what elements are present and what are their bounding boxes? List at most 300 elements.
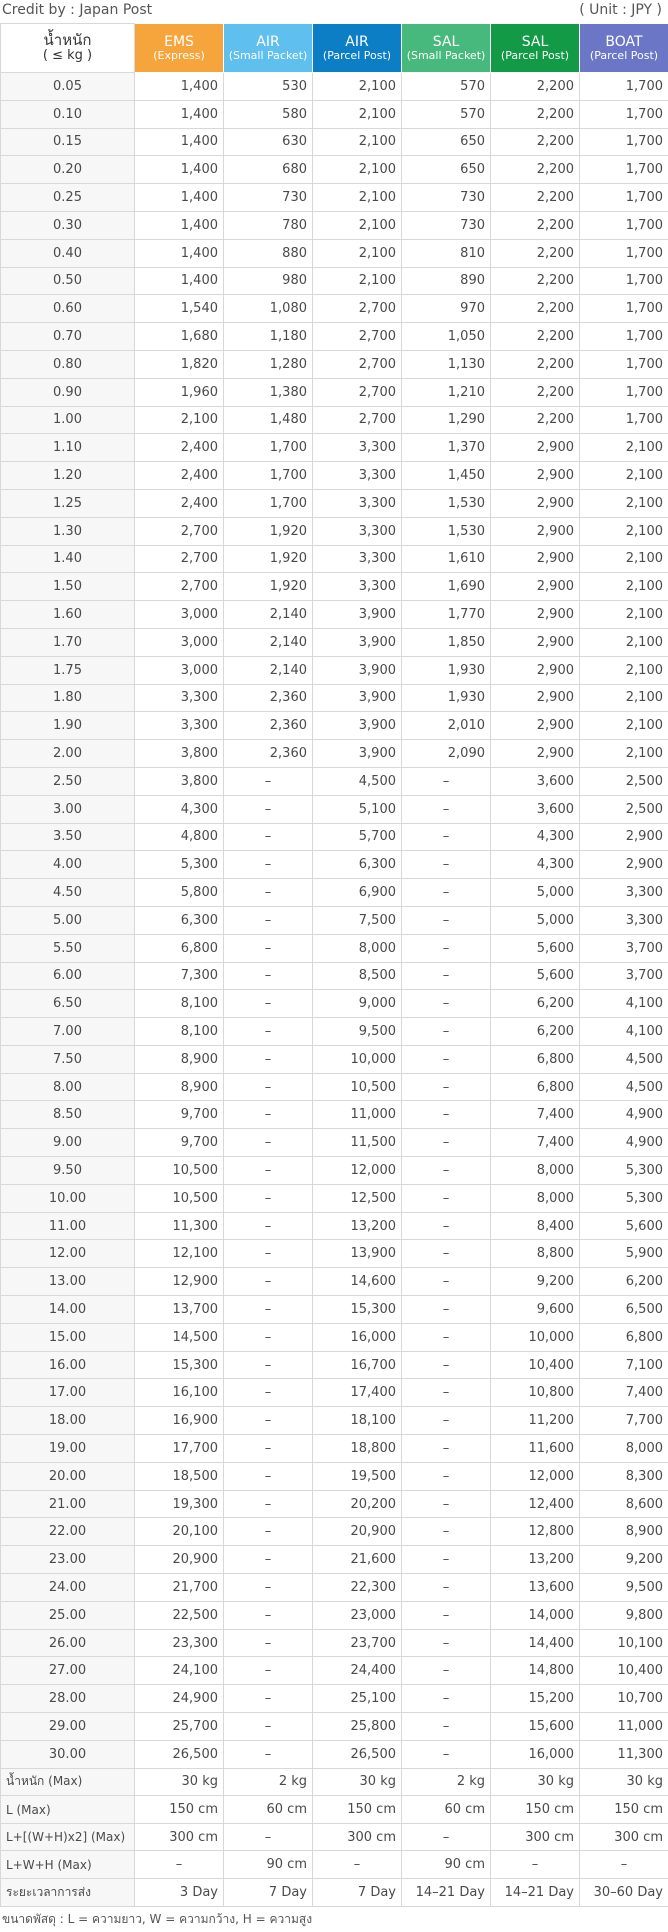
table-row — [1, 128, 668, 156]
rate-cell: 10,500 — [313, 1073, 402, 1101]
table-row — [1, 239, 668, 267]
rate-cell: 2,360 — [224, 684, 313, 712]
rate-cell: 12,500 — [313, 1184, 402, 1212]
table-row — [1, 323, 668, 351]
rate-cell: 1,400 — [135, 267, 224, 295]
rate-cell: 2,200 — [491, 184, 580, 212]
rate-cell: 3,300 — [313, 545, 402, 573]
limit-row — [1, 1878, 668, 1906]
row-label-cell: 14.00 — [1, 1296, 135, 1324]
rate-cell: 1,400 — [135, 239, 224, 267]
rate-cell: 1,540 — [135, 295, 224, 323]
rate-cell: 6,900 — [313, 879, 402, 907]
rate-cell: 12,900 — [135, 1268, 224, 1296]
rate-cell: 530 — [224, 73, 313, 101]
rate-cell: 8,500 — [313, 962, 402, 990]
row-label-cell: 0.90 — [1, 378, 135, 406]
table-row — [1, 684, 668, 712]
rate-cell: 2,500 — [580, 767, 668, 795]
rate-cell: 6,200 — [491, 1018, 580, 1046]
table-row — [1, 740, 668, 768]
row-label-cell: 20.00 — [1, 1462, 135, 1490]
rate-cell: 3,300 — [313, 462, 402, 490]
rate-cell: 4,900 — [580, 1101, 668, 1129]
rate-cell: 7,700 — [580, 1407, 668, 1435]
rate-cell: 60 cm — [224, 1796, 313, 1824]
column-header-sub: (Express) — [153, 48, 205, 62]
rate-cell: 10,500 — [135, 1157, 224, 1185]
rate-cell: 1,960 — [135, 378, 224, 406]
row-label-cell: 1.00 — [1, 406, 135, 434]
row-label-cell: 16.00 — [1, 1351, 135, 1379]
rate-cell: 1,700 — [580, 211, 668, 239]
table-row — [1, 295, 668, 323]
rate-cell: 3,700 — [580, 934, 668, 962]
table-row — [1, 1574, 668, 1602]
rate-cell: 12,000 — [491, 1462, 580, 1490]
column-header-main: AIR — [345, 33, 369, 50]
table-row — [1, 1129, 668, 1157]
rate-cell: 2,100 — [580, 462, 668, 490]
rate-cell: – — [402, 1518, 491, 1546]
row-label-cell: 2.50 — [1, 767, 135, 795]
rate-cell: 6,800 — [491, 1073, 580, 1101]
rate-cell: 980 — [224, 267, 313, 295]
table-row — [1, 601, 668, 629]
rate-cell: 1,700 — [580, 239, 668, 267]
row-label-cell: 7.50 — [1, 1045, 135, 1073]
rate-cell: 1,690 — [402, 573, 491, 601]
rate-cell: 2,100 — [313, 211, 402, 239]
rate-cell: 300 cm — [491, 1823, 580, 1851]
rate-cell: – — [224, 1435, 313, 1463]
table-row — [1, 962, 668, 990]
rate-cell: 4,300 — [491, 851, 580, 879]
table-row — [1, 1518, 668, 1546]
row-label-cell: 12.00 — [1, 1240, 135, 1268]
rate-cell: 16,700 — [313, 1351, 402, 1379]
rate-cell: 6,300 — [313, 851, 402, 879]
rate-cell: 2,100 — [313, 73, 402, 101]
rate-cell: 5,600 — [580, 1212, 668, 1240]
rate-cell: 1,130 — [402, 350, 491, 378]
table-row — [1, 1323, 668, 1351]
rate-cell: 12,800 — [491, 1518, 580, 1546]
rate-cell: – — [402, 1268, 491, 1296]
limit-row — [1, 1768, 668, 1796]
rate-cell: 150 cm — [491, 1796, 580, 1824]
rate-cell: 1,700 — [224, 434, 313, 462]
rate-cell: 5,000 — [491, 879, 580, 907]
rate-cell: 2,200 — [491, 406, 580, 434]
column-header-main: AIR — [256, 33, 280, 50]
rate-cell: 20,900 — [313, 1518, 402, 1546]
rate-cell: 730 — [402, 184, 491, 212]
rate-cell: 25,700 — [135, 1713, 224, 1741]
rate-cell: 15,300 — [135, 1351, 224, 1379]
rate-cell: – — [402, 1546, 491, 1574]
rate-cell: 1,610 — [402, 545, 491, 573]
rate-cell: 12,400 — [491, 1490, 580, 1518]
rate-cell: 1,370 — [402, 434, 491, 462]
rate-cell: 2,090 — [402, 740, 491, 768]
row-label-cell: 1.25 — [1, 489, 135, 517]
rate-cell: 1,530 — [402, 489, 491, 517]
table-row — [1, 1546, 668, 1574]
table-row — [1, 906, 668, 934]
row-label-cell: 0.80 — [1, 350, 135, 378]
rate-cell: 2,100 — [580, 517, 668, 545]
rate-cell: 16,000 — [313, 1323, 402, 1351]
rate-cell: 5,700 — [313, 823, 402, 851]
rate-cell: – — [402, 1685, 491, 1713]
table-row — [1, 628, 668, 656]
table-row — [1, 1268, 668, 1296]
rate-cell: 2,100 — [580, 545, 668, 573]
row-label-cell: 27.00 — [1, 1657, 135, 1685]
table-row — [1, 73, 668, 101]
rate-cell: 15,200 — [491, 1685, 580, 1713]
rate-cell: 90 cm — [402, 1851, 491, 1879]
rate-cell: 2,100 — [580, 712, 668, 740]
rate-cell: 1,290 — [402, 406, 491, 434]
rate-cell: – — [402, 1323, 491, 1351]
rate-cell: 10,400 — [580, 1657, 668, 1685]
table-row — [1, 156, 668, 184]
rate-cell: 14,400 — [491, 1629, 580, 1657]
rate-cell: – — [402, 879, 491, 907]
table-row — [1, 434, 668, 462]
rate-cell: 9,700 — [135, 1129, 224, 1157]
rate-cell: 2,700 — [313, 323, 402, 351]
table-row — [1, 406, 668, 434]
rate-cell: 8,100 — [135, 990, 224, 1018]
rate-cell: 2,100 — [580, 684, 668, 712]
table-row — [1, 1740, 668, 1768]
rate-cell: 13,900 — [313, 1240, 402, 1268]
rate-cell: 8,100 — [135, 1018, 224, 1046]
table-row — [1, 573, 668, 601]
table-row — [1, 462, 668, 490]
table-row — [1, 712, 668, 740]
rate-cell: 24,900 — [135, 1685, 224, 1713]
rate-cell: 1,280 — [224, 350, 313, 378]
rate-cell: 2,200 — [491, 239, 580, 267]
rate-cell: 8,300 — [580, 1462, 668, 1490]
limit-row — [1, 1851, 668, 1879]
rate-cell: 10,100 — [580, 1629, 668, 1657]
rate-cell: 90 cm — [224, 1851, 313, 1879]
rate-cell: 2,200 — [491, 323, 580, 351]
rate-cell: 570 — [402, 73, 491, 101]
rate-cell: 3 Day — [135, 1878, 224, 1906]
row-label-cell: 9.50 — [1, 1157, 135, 1185]
rate-cell: 30 kg — [491, 1768, 580, 1796]
rate-cell: 2,100 — [313, 184, 402, 212]
rate-cell: – — [402, 1184, 491, 1212]
row-label-cell: 3.50 — [1, 823, 135, 851]
table-header-row — [1, 24, 668, 73]
column-header-main: BOAT — [605, 33, 643, 50]
row-label-cell: 28.00 — [1, 1685, 135, 1713]
rate-cell: 8,000 — [491, 1157, 580, 1185]
column-header-ems — [135, 24, 224, 73]
rate-cell: – — [402, 906, 491, 934]
rate-cell: 2,700 — [313, 378, 402, 406]
rate-cell: 2,900 — [491, 462, 580, 490]
rate-cell: 300 cm — [313, 1823, 402, 1851]
rate-cell: – — [224, 1518, 313, 1546]
rate-cell: 3,800 — [135, 740, 224, 768]
table-row — [1, 934, 668, 962]
rate-cell: 25,800 — [313, 1713, 402, 1741]
row-label-cell: 1.70 — [1, 628, 135, 656]
rate-cell: 10,500 — [135, 1184, 224, 1212]
table-row — [1, 211, 668, 239]
row-label-cell: น้ำหนัก (Max) — [1, 1768, 135, 1796]
rate-cell: – — [313, 1851, 402, 1879]
rate-cell: – — [224, 1212, 313, 1240]
rate-cell: 1,180 — [224, 323, 313, 351]
rate-cell: 24,100 — [135, 1657, 224, 1685]
rate-cell: – — [224, 1657, 313, 1685]
column-header-sal-parcel-post — [491, 24, 580, 73]
rate-cell: 2,400 — [135, 434, 224, 462]
rate-cell: 11,000 — [580, 1713, 668, 1741]
rate-cell: 1,400 — [135, 128, 224, 156]
rate-cell: 2,010 — [402, 712, 491, 740]
rate-cell: 2,400 — [135, 489, 224, 517]
table-row — [1, 1351, 668, 1379]
rate-cell: 3,900 — [313, 656, 402, 684]
rate-cell: – — [224, 823, 313, 851]
rate-cell: 1,700 — [580, 73, 668, 101]
rate-cell: 8,900 — [135, 1045, 224, 1073]
rate-cell: 2,100 — [580, 656, 668, 684]
rate-cell: 7,500 — [313, 906, 402, 934]
rate-cell: – — [224, 1407, 313, 1435]
row-label-cell: 8.50 — [1, 1101, 135, 1129]
rate-cell: 9,700 — [135, 1101, 224, 1129]
column-header-boat-parcel-post — [580, 24, 668, 73]
rate-cell: 2,900 — [491, 601, 580, 629]
row-label-cell: 26.00 — [1, 1629, 135, 1657]
rate-cell: – — [224, 1685, 313, 1713]
rate-cell: 5,300 — [580, 1184, 668, 1212]
rate-cell: – — [402, 767, 491, 795]
rate-cell: 2,500 — [580, 795, 668, 823]
rate-cell: – — [402, 1490, 491, 1518]
rate-cell: – — [224, 1073, 313, 1101]
rate-cell: 7 Day — [224, 1878, 313, 1906]
rate-cell: – — [135, 1851, 224, 1879]
rate-cell: 880 — [224, 239, 313, 267]
rate-cell: 24,400 — [313, 1657, 402, 1685]
rate-cell: 2,100 — [580, 628, 668, 656]
table-row — [1, 1490, 668, 1518]
rate-cell: 9,500 — [580, 1574, 668, 1602]
rate-cell: 23,700 — [313, 1629, 402, 1657]
rate-cell: 2,360 — [224, 740, 313, 768]
row-label-cell: 1.50 — [1, 573, 135, 601]
rate-cell: 4,100 — [580, 1018, 668, 1046]
table-row — [1, 1018, 668, 1046]
rate-cell: 6,500 — [580, 1296, 668, 1324]
rate-cell: 3,600 — [491, 767, 580, 795]
row-label-cell: 6.00 — [1, 962, 135, 990]
rate-cell: 11,200 — [491, 1407, 580, 1435]
rate-cell: 7,400 — [491, 1129, 580, 1157]
rate-cell: – — [402, 1351, 491, 1379]
rate-cell: – — [402, 851, 491, 879]
rate-cell: – — [224, 962, 313, 990]
rate-cell: – — [402, 1073, 491, 1101]
table-row — [1, 1240, 668, 1268]
rate-cell: 730 — [402, 211, 491, 239]
rate-cell: 22,300 — [313, 1574, 402, 1602]
table-row — [1, 1435, 668, 1463]
table-row — [1, 1713, 668, 1741]
rate-cell: 2,900 — [580, 851, 668, 879]
rate-cell: 1,700 — [580, 378, 668, 406]
rate-cell: 3,300 — [313, 573, 402, 601]
row-label-cell: 0.10 — [1, 100, 135, 128]
rate-cell: 9,500 — [313, 1018, 402, 1046]
table-row — [1, 795, 668, 823]
row-label-cell: 29.00 — [1, 1713, 135, 1741]
rate-cell: – — [402, 1657, 491, 1685]
rate-cell: – — [402, 1240, 491, 1268]
rate-cell: 6,200 — [491, 990, 580, 1018]
rate-cell: 680 — [224, 156, 313, 184]
rate-cell: 3,900 — [313, 684, 402, 712]
rate-cell: 2,900 — [491, 545, 580, 573]
table-row — [1, 879, 668, 907]
table-row — [1, 350, 668, 378]
table-row — [1, 656, 668, 684]
row-label-cell: 22.00 — [1, 1518, 135, 1546]
rate-cell: – — [224, 1296, 313, 1324]
rate-cell: 5,800 — [135, 879, 224, 907]
column-header-sal-small-packet — [402, 24, 491, 73]
rate-cell: 1,930 — [402, 656, 491, 684]
rate-cell: 2,200 — [491, 211, 580, 239]
rate-cell: 8,900 — [135, 1073, 224, 1101]
rate-cell: 2,700 — [135, 545, 224, 573]
row-label-cell: 1.40 — [1, 545, 135, 573]
rate-cell: 4,900 — [580, 1129, 668, 1157]
rate-cell: – — [402, 1435, 491, 1463]
rate-cell: 26,500 — [313, 1740, 402, 1768]
rate-cell: 300 cm — [135, 1823, 224, 1851]
rate-cell: 15,300 — [313, 1296, 402, 1324]
rate-cell: 1,530 — [402, 517, 491, 545]
rate-cell: 14,000 — [491, 1601, 580, 1629]
rate-cell: 1,450 — [402, 462, 491, 490]
rate-cell: 5,600 — [491, 962, 580, 990]
rate-cell: – — [224, 851, 313, 879]
rate-cell: 1,050 — [402, 323, 491, 351]
rate-cell: 3,000 — [135, 628, 224, 656]
rate-cell: 3,900 — [313, 712, 402, 740]
rate-cell: 2,200 — [491, 295, 580, 323]
row-label-cell: 10.00 — [1, 1184, 135, 1212]
table-row — [1, 1045, 668, 1073]
rate-cell: – — [224, 1740, 313, 1768]
rate-cell: 2,900 — [491, 434, 580, 462]
rate-cell: 2,100 — [313, 156, 402, 184]
table-row — [1, 851, 668, 879]
rate-cell: 4,300 — [491, 823, 580, 851]
rate-cell: 2,900 — [491, 489, 580, 517]
rate-cell: 26,500 — [135, 1740, 224, 1768]
rate-cell: – — [224, 1629, 313, 1657]
rate-cell: 3,700 — [580, 962, 668, 990]
row-label-cell: 4.50 — [1, 879, 135, 907]
rate-cell: 3,300 — [580, 879, 668, 907]
row-label-cell: 25.00 — [1, 1601, 135, 1629]
rate-cell: – — [224, 767, 313, 795]
rate-cell: 650 — [402, 128, 491, 156]
rate-cell: 2,200 — [491, 267, 580, 295]
rate-cell: 1,920 — [224, 545, 313, 573]
rate-cell: – — [224, 1379, 313, 1407]
rate-cell: 150 cm — [313, 1796, 402, 1824]
table-row — [1, 1296, 668, 1324]
table-row — [1, 489, 668, 517]
rate-cell: 1,080 — [224, 295, 313, 323]
rate-cell: 1,400 — [135, 73, 224, 101]
rate-cell: 2,100 — [580, 434, 668, 462]
rate-cell: 7,300 — [135, 962, 224, 990]
rate-cell: 2,100 — [313, 128, 402, 156]
rate-cell: – — [402, 1407, 491, 1435]
rate-cell: 2,100 — [580, 573, 668, 601]
table-row — [1, 517, 668, 545]
rate-cell: – — [402, 1157, 491, 1185]
rate-cell: – — [402, 1296, 491, 1324]
rate-cell: 8,000 — [491, 1184, 580, 1212]
rate-cell: 300 cm — [580, 1823, 668, 1851]
table-row — [1, 100, 668, 128]
rate-cell: 18,800 — [313, 1435, 402, 1463]
rate-cell: 1,210 — [402, 378, 491, 406]
table-row — [1, 823, 668, 851]
rate-cell: 1,920 — [224, 517, 313, 545]
rate-cell: 3,000 — [135, 656, 224, 684]
rate-cell: 3,300 — [313, 434, 402, 462]
rate-cell: 22,500 — [135, 1601, 224, 1629]
rate-cell: 1,700 — [224, 489, 313, 517]
rate-cell: 6,200 — [580, 1268, 668, 1296]
rate-cell: 7,400 — [491, 1101, 580, 1129]
row-label-cell: 0.20 — [1, 156, 135, 184]
rate-cell: 23,000 — [313, 1601, 402, 1629]
rate-cell: 2,100 — [135, 406, 224, 434]
rate-cell: 7,400 — [580, 1379, 668, 1407]
rate-cell: 2 kg — [402, 1768, 491, 1796]
unit-label: ( Unit : JPY ) — [579, 2, 662, 18]
rate-cell: 2 kg — [224, 1768, 313, 1796]
rate-cell: 9,200 — [580, 1546, 668, 1574]
rate-cell: 16,900 — [135, 1407, 224, 1435]
table-row — [1, 767, 668, 795]
rate-cell: – — [402, 1018, 491, 1046]
rate-cell: 17,400 — [313, 1379, 402, 1407]
rate-cell: 150 cm — [135, 1796, 224, 1824]
rate-cell: – — [224, 795, 313, 823]
weight-header-unit: ( ≤ kg ) — [42, 48, 93, 64]
